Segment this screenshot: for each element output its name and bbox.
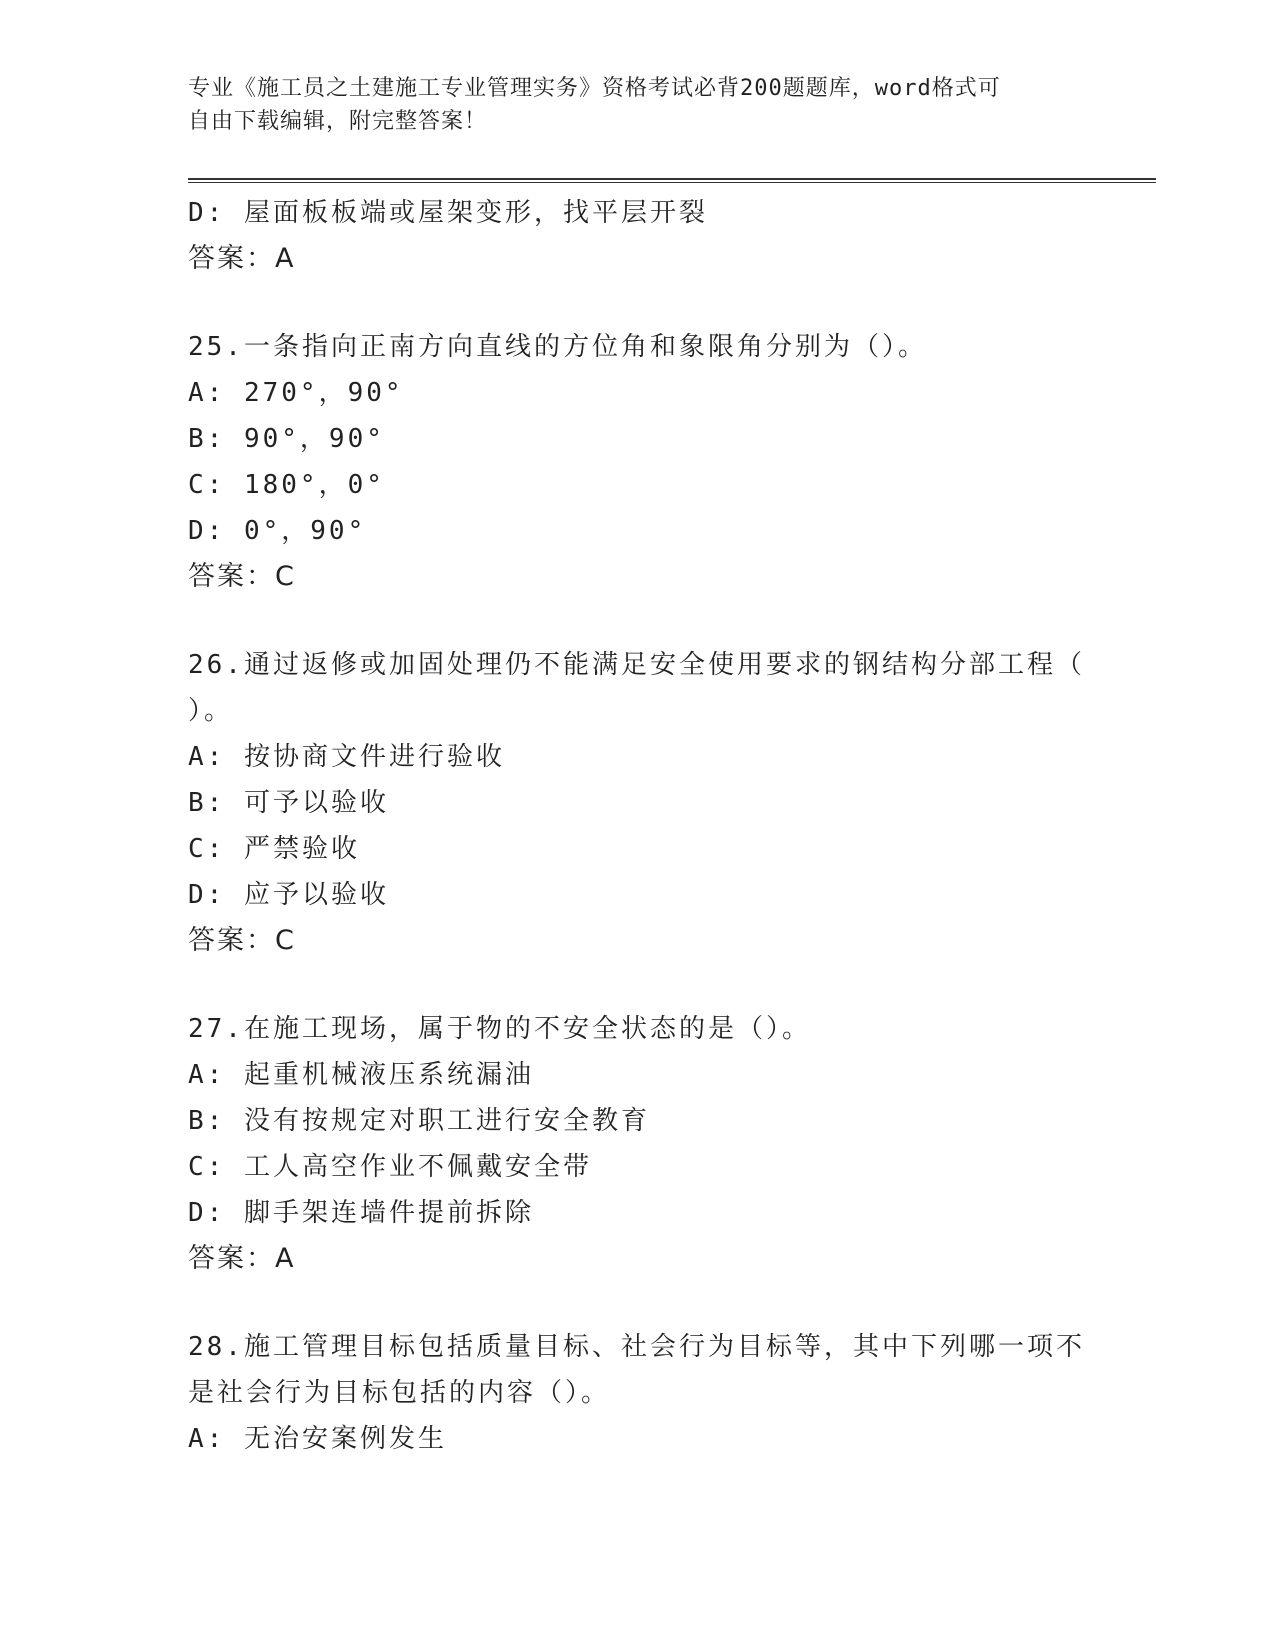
spacer bbox=[188, 282, 1088, 324]
option-a: A: 270°，90° bbox=[188, 378, 404, 408]
spacer bbox=[188, 964, 1088, 1006]
document-header bbox=[188, 72, 1088, 138]
question-stem: 25.一条指向正南方向直线的方位角和象限角分别为（）。 bbox=[188, 332, 927, 362]
question-stem-continued: 是社会行为目标包括的内容（）。 bbox=[188, 1378, 611, 1408]
answer-label: 答案：C bbox=[188, 561, 296, 592]
header-divider bbox=[188, 178, 1156, 183]
option-a: A: 按协商文件进行验收 bbox=[188, 742, 505, 772]
header-title-line-1: 专业《施工员之土建施工专业管理实务》资格考试必背200题题库，word格式可 bbox=[188, 76, 1001, 101]
question-stem: 26.通过返修或加固处理仍不能满足安全使用要求的钢结构分部工程（ bbox=[188, 650, 1085, 680]
answer-label: 答案：C bbox=[188, 925, 296, 956]
answer-label: 答案：A bbox=[188, 1243, 296, 1274]
question-list bbox=[188, 190, 1088, 1462]
option-a: A: 起重机械液压系统漏油 bbox=[188, 1060, 534, 1090]
option-a: A: 无治安案例发生 bbox=[188, 1424, 447, 1454]
option-b: B: 没有按规定对职工进行安全教育 bbox=[188, 1106, 650, 1136]
option-c: C: 180°，0° bbox=[188, 470, 385, 500]
question-stem: 27.在施工现场，属于物的不安全状态的是（）。 bbox=[188, 1014, 811, 1044]
option-b: B: 可予以验收 bbox=[188, 788, 389, 818]
option-c: C: 严禁验收 bbox=[188, 834, 360, 864]
question-26 bbox=[188, 642, 1088, 964]
question-27 bbox=[188, 1006, 1088, 1282]
option-d: D: 屋面板板端或屋架变形，找平层开裂 bbox=[188, 198, 708, 228]
header-title-line-2: 自由下载编辑，附完整答案！ bbox=[188, 109, 488, 134]
option-d: D: 0°，90° bbox=[188, 516, 367, 546]
option-b: B: 90°，90° bbox=[188, 424, 385, 454]
question-stem-continued: ）。 bbox=[188, 696, 234, 726]
option-d: D: 应予以验收 bbox=[188, 880, 389, 910]
spacer bbox=[188, 600, 1088, 642]
question-24-tail bbox=[188, 190, 1088, 282]
answer-label: 答案：A bbox=[188, 243, 296, 274]
option-c: C: 工人高空作业不佩戴安全带 bbox=[188, 1152, 592, 1182]
option-d: D: 脚手架连墙件提前拆除 bbox=[188, 1198, 534, 1228]
question-28 bbox=[188, 1324, 1088, 1462]
question-25 bbox=[188, 324, 1088, 600]
question-stem: 28.施工管理目标包括质量目标、社会行为目标等，其中下列哪一项不 bbox=[188, 1332, 1085, 1362]
spacer bbox=[188, 1282, 1088, 1324]
